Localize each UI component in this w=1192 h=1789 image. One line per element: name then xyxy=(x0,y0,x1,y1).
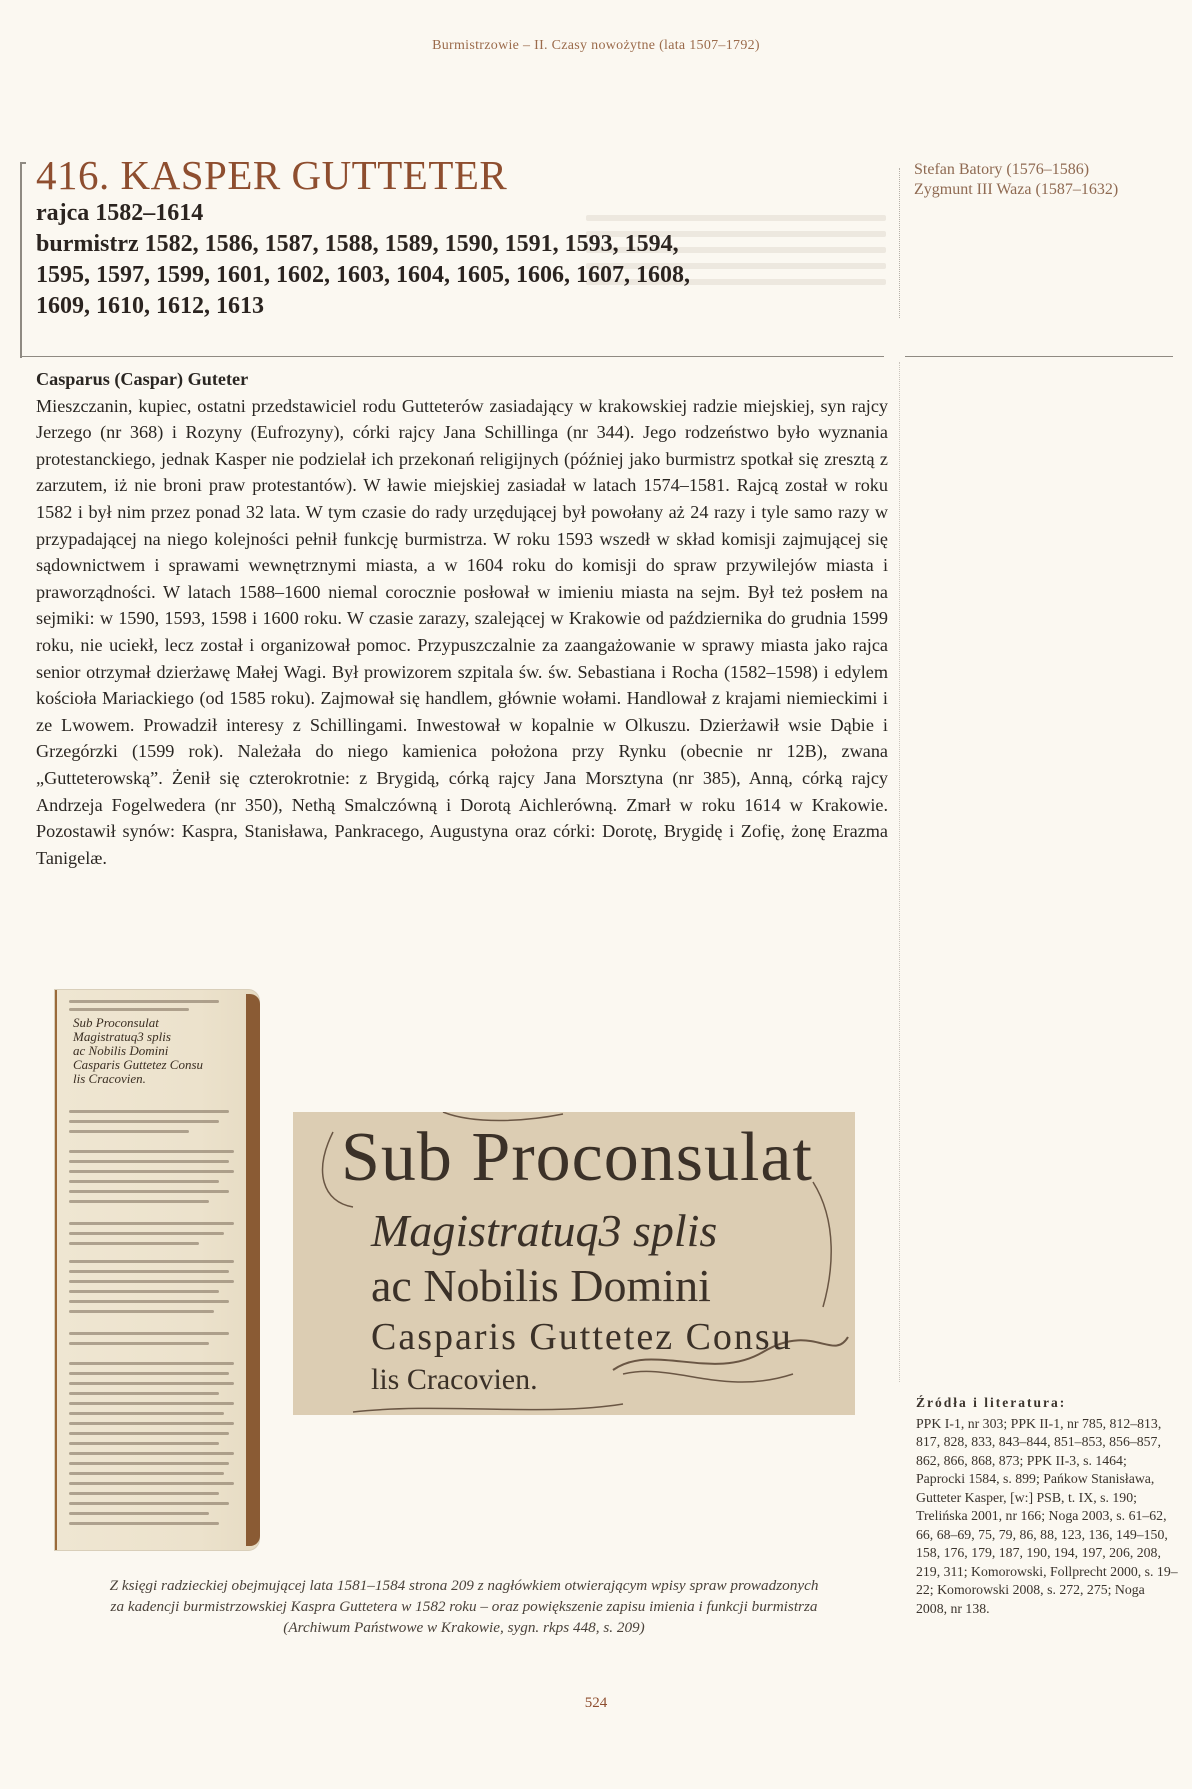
page-number: 524 xyxy=(584,1695,608,1711)
sources-text: PPK I-1, nr 303; PPK II-1, nr 785, 812–813, 817, 828, 833, 843–844, 851–853, 856–857, 862, 866, 868, 873; PPK II-3, s. 1464; Paprocki 1584, s. 899; Pańkow Stanisława, Gutteter Kasper, [w:] PSB, t. IX, s. 190; Trelińska 2001, nr 166; Noga 2003, s. 61–62, 66, 68–69, 75, 79, 86, 88, 123, 136, 149–150, 158, 176, 179, 187, 190, 194, 197, 206, 208, 219, 311; Komorowski, Follprecht 2000, s. 19–22; Komorowski 2008, s. 272, 275; Noga 2008, nr 138. xyxy=(916,1415,1178,1616)
manuscript-heading-miniature: Sub Proconsulat Magistratuq3 splis ac Nobilis Domini Casparis Guttetez Consu lis Cracovien. xyxy=(73,1015,204,1086)
entry-office-burmistrz-2: 1595, 1597, 1599, 1601, 1602, 1603, 1604, 1605, 1606, 1607, 1608, xyxy=(36,262,690,288)
entry-biography: Mieszczanin, kupiec, ostatni przedstawiciel rodu Gutteterów zasiadający w krakowskiej radzie miejskiej, syn rajcy Jerzego (nr 368) i Rozyny (Eufrozyny), córki rajcy Jana Schillinga (nr 344). Jego rodzeństwo było wyznania protestanckiego, jednak Kasper nie podzielał ich przekonań religijnych (później jako burmistrz spotkał się zresztą z zarzutem, iż nie broni praw protestantów). W ławie miejskiej zasiadał w latach 1574–1581. Rajcą został w roku 1582 i był nim przez ponad 32 lata. W tym czasie do rady urzędującej był powołany aż 24 razy i tyle samo razy w przypadającej na niego kolejności pełnił funkcję burmistrza. W roku 1593 wszedł w skład komisji zajmującej się sądownictwem i sprawami wewnętrznymi miasta, a w 1604 roku do komisji do spraw przywilejów miasta i praworządności. W latach 1588–1600 niemal corocznie posłował w imieniu miasta na sejm. Był też posłem na sejmiki: w 1590, 1593, 1598 i 1600 roku. W czasie zarazy, szalejącej w Krakowie od października do grudnia 1599 roku, nie uciekł, lecz został i organizował pomoc. Przypuszczalnie za zaangażowanie w sprawy miasta jako rajca senior otrzymał dzierżawę Małej Wagi. Był prowizorem szpitala św. św. Sebastiana i Rocha (1582–1598) i edylem kościoła Mariackiego (od 1585 roku). Zajmował się handlem, głównie wołami. Handlował z krajami niemieckimi i ze Lwowem. Prowadził interesy z Schillingami. Inwestował w kopalnie w Olkuszu. Dzierżawił wsie Dąbie i Grzegórzki (1599 rok). Należała do niego kamienica położona przy Rynku (obecnie nr 12B), zwana „Gutteterowską”. Żenił się czterokrotnie: z Brygidą, córką rajcy Jana Morsztyna (nr 385), Anną, córką rajcy Andrzeja Fogelwedera (nr 350), Nethą Smalczówną i Dorotą Aichlerówną. Zmarł w roku 1614 w Krakowie. Pozostawił synów: Kaspra, Stanisława, Pankracego, Augustyna oraz córki: Dorotę, Brygidę i Zofię, żonę Erazma Tanigelæ. xyxy=(36,395,888,868)
manuscript-ink-line xyxy=(69,1462,229,1465)
manuscript-ink-line xyxy=(69,1120,219,1123)
ruler-zygmunt-iii: Zygmunt III Waza (1587–1632) xyxy=(914,181,1119,198)
manuscript-ink-line xyxy=(69,1502,229,1505)
sources-heading: Źródła i literatura: xyxy=(916,1395,1067,1410)
heading-rule-bottom xyxy=(20,356,884,357)
manuscript-ink-line xyxy=(69,1452,234,1455)
ruler-stefan-batory: Stefan Batory (1576–1586) xyxy=(914,161,1090,178)
entry-office-burmistrz-1: burmistrz 1582, 1586, 1587, 1588, 1589, 1590, 1591, 1593, 1594, xyxy=(36,231,679,257)
entry-office-rajca: rajca 1582–1614 xyxy=(36,200,204,226)
manuscript-ink-line xyxy=(69,1110,229,1113)
manuscript-ink-line xyxy=(69,1180,219,1183)
caption-line-1: Z księgi radzieckiej obejmującej lata 1581–1584 strona 209 z nagłówkiem otwierającym wpisy spraw prowadzonych xyxy=(109,1577,819,1594)
manuscript-ink-line xyxy=(69,1482,234,1485)
enlargement-line-4: Casparis Guttetez Consu xyxy=(371,1316,793,1358)
manuscript-ink-line xyxy=(69,1522,219,1525)
enlargement-line-2: Magistratuq3 splis xyxy=(371,1205,718,1256)
manuscript-ink-line xyxy=(69,1200,209,1203)
manuscript-ink-line xyxy=(69,1190,229,1193)
manuscript-ink-line xyxy=(69,1332,229,1335)
manuscript-ink-line xyxy=(69,1310,214,1313)
manuscript-ink-line xyxy=(69,1300,229,1303)
manuscript-ink-line xyxy=(69,1008,189,1011)
manuscript-ink-line xyxy=(69,1232,224,1235)
manuscript-ink-line xyxy=(69,1382,234,1385)
enlargement-line-3: ac Nobilis Domini xyxy=(371,1260,711,1311)
entry-heading xyxy=(36,152,888,322)
figure-caption xyxy=(64,1575,864,1638)
caption-line-3: (Archiwum Państwowe w Krakowie, sygn. rkps 448, s. 209) xyxy=(283,1619,645,1636)
enlargement-line-1: Sub Proconsulat xyxy=(341,1119,813,1196)
sources-sidebar xyxy=(916,1394,1178,1618)
running-head: Burmistrzowie – II. Czasy nowożytne (lata 1507–1792) xyxy=(432,38,760,53)
manuscript-ink-line xyxy=(69,1512,209,1515)
manuscript-ink-line xyxy=(69,1402,234,1405)
manuscript-ink-line xyxy=(69,1492,219,1495)
manuscript-ink-line xyxy=(69,1222,234,1225)
manuscript-ink-line xyxy=(69,1422,234,1425)
rulers-sidebar xyxy=(914,160,1118,200)
manuscript-ink-line xyxy=(69,1472,224,1475)
manuscript-ink-line xyxy=(69,1260,234,1263)
heading-rule-vertical xyxy=(20,162,22,358)
sidebar-divider-top xyxy=(899,168,901,318)
manuscript-ink-line xyxy=(69,1130,189,1133)
entry-alias: Casparus (Caspar) Guteter xyxy=(36,369,249,389)
manuscript-ink-line xyxy=(69,1150,234,1153)
manuscript-ink-line xyxy=(69,1412,224,1415)
caption-line-2: za kadencji burmistrzowskiej Kaspra Guttetera w 1582 roku – oraz powiększenie zapisu imienia i funkcji burmistrza xyxy=(110,1598,818,1615)
manuscript-ink-line xyxy=(69,1280,234,1283)
manuscript-ink-line xyxy=(69,1290,219,1293)
enlargement-line-5: lis Cracovien. xyxy=(371,1363,538,1396)
manuscript-ink-line xyxy=(69,1342,209,1345)
manuscript-ink-line xyxy=(69,1000,219,1003)
manuscript-ink-line xyxy=(69,1170,234,1173)
manuscript-page-image xyxy=(54,989,260,1551)
manuscript-ink-line xyxy=(69,1242,199,1245)
entry-title: 416. KASPER GUTTETER xyxy=(36,152,508,198)
sidebar-rule xyxy=(905,356,1173,357)
manuscript-binding-edge xyxy=(246,994,260,1546)
manuscript-ink-line xyxy=(69,1372,229,1375)
sidebar-divider xyxy=(899,362,901,1382)
manuscript-enlargement-image xyxy=(293,1112,855,1415)
manuscript-ink-line xyxy=(69,1270,229,1273)
entry-body xyxy=(36,366,888,871)
manuscript-ink-line xyxy=(69,1432,229,1435)
manuscript-ink-line xyxy=(69,1392,219,1395)
entry-office-burmistrz-3: 1609, 1610, 1612, 1613 xyxy=(36,293,264,319)
manuscript-ink-line xyxy=(69,1362,234,1365)
manuscript-ink-line xyxy=(69,1160,229,1163)
manuscript-ink-line xyxy=(69,1442,219,1445)
